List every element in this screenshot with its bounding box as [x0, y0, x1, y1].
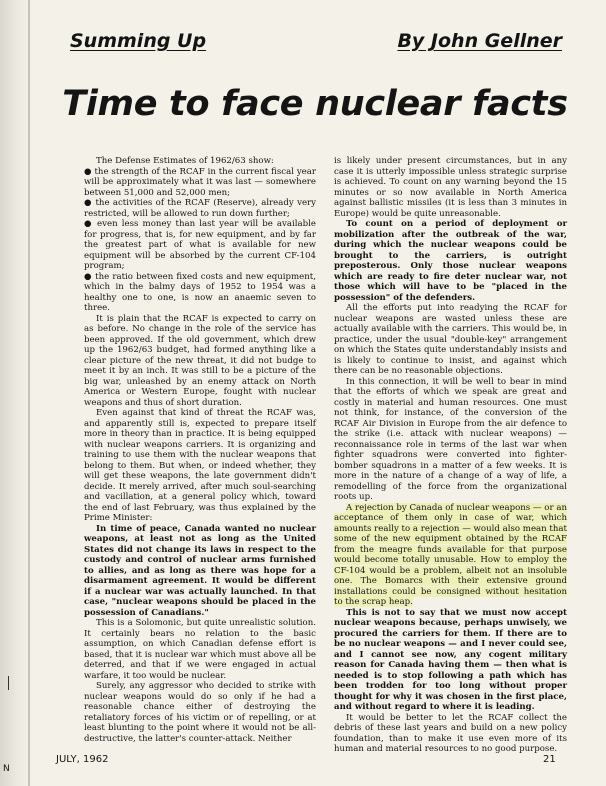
- section-label: Summing Up: [70, 30, 207, 52]
- paragraph-bold: In time of peace, Canada wanted no nuclear weapons, at least not as long as the United States did not change its laws in respect to the custody and control of nuclear arms furnished to allies, and as long as there was hope for a disarmament agreement. It would be different if a nuclear war was actually launched. In that case, "nuclear weapons should be placed in the possession of Canadians.": [84, 523, 316, 618]
- right-column: [334, 156, 567, 755]
- page-number: 21: [543, 754, 556, 765]
- paragraph-bold: This is not to say that we must now accept nuclear weapons because, perhaps unwisely, we procured the carriers for them. If there are to be no nuclear weapons — and I never could see, and I cannot see now, any cogent military reason for Canada having them — then what is needed is to stop following a path which has been trodden for too long without proper thought for why it was chosen in the first place, and without regard to where it is leading.: [334, 607, 567, 712]
- paragraph: This is a Solomonic, but quite unrealistic solution. It certainly bears no relation to the basic assumption, on which Canadian defense effort is based, that it is nuclear war which must above all be deterred, and that if we were engaged in actual warfare, it too would be nuclear.: [84, 618, 316, 681]
- paragraph: It is plain that the RCAF is expected to carry on as before. No change in the role of the service has been approved. If the old government, which drew up the 1962/63 budget, had formed anything like a clear picture of the new threat, it did not budge to meet it by an inch. It was still to be a picture of the big war, unleashed by an enemy attack on North America or Western Europe, fought with nuclear weapons and thus of short duration.: [84, 313, 316, 408]
- bullet-item: ● the strength of the RCAF in the current fiscal year will be approximately what it was last — somewhere between 51,000 and 52,000 men;: [84, 166, 316, 198]
- binding-edge: [28, 0, 30, 786]
- binding-shadow: [0, 0, 30, 786]
- left-column: [84, 156, 316, 744]
- highlighted-text: A rejection by Canada of nuclear weapons — or an acceptance of them only in case of war, which amounts really to a rejection — would also mean that some of the new equipment obtained by the RCAF from the meagre funds available for that purpose would become totally unusable. How to employ the CF-104 would be a problem, albeit not an insoluble one. The Bomarcs with their extensive ground installations could be consigned without hesitation to the scrap heap.: [334, 502, 567, 607]
- byline: By John Gellner: [397, 30, 562, 52]
- bullet-item: ● the ratio between fixed costs and new equipment, which in the balmy days of 1952 to 1954 was a healthy one to one, is now an anaemic seven to three.: [84, 271, 316, 313]
- paragraph: It would be better to let the RCAF collect the debris of these last years and build on a new policy foundation, than to make it use even more of its human and material resources to no good purpose.: [334, 712, 567, 754]
- bullet-item: ● the activities of the RCAF (Reserve), already very restricted, will be allowed to run down further;: [84, 198, 316, 219]
- paragraph-highlighted: [334, 503, 567, 608]
- paragraph-bold: To count on a period of deployment or mobilization after the outbreak of the war, during which the nuclear weapons could be brought to the carriers, is outright preposterous. Only those nuclear weapons which are ready to fire deter nuclear war, not those which will have to be "placed in the possession" of the defenders.: [334, 219, 567, 303]
- paragraph: is likely under present circumstances, but in any case it is utterly impossible unless strategic surprise is achieved. To count on any warning beyond the 15 minutes or so now available in North America against ballistic missiles (it is less than 3 minutes in Europe) would be quite unreasonable.: [334, 156, 567, 219]
- bullet-item: ● even less money than last year will be available for progress, that is, for new equipment, and by far the greatest part of what is available for new equipment will be absorbed by the current CF-104 program;: [84, 219, 316, 271]
- margin-mark-line: [8, 676, 9, 690]
- margin-letter: N: [3, 764, 10, 774]
- paragraph: Even against that kind of threat the RCAF was, and apparently still is, expected to prepare itself more in theory than in practice. It is being equipped with nuclear weapons carriers. It is organizing and training to use them with the nuclear weapons that belong to them. But when, or indeed whether, they will get these weapons, the late government didn't decide. It merely arrived, after much soul-searching and vacillation, at a general policy which, toward the end of last February, was thus explained by the Prime Minister:: [84, 408, 316, 523]
- paragraph: Surely, any aggressor who decided to strike with nuclear weapons would do so only if he had a reasonable chance either of destroying the retaliatory forces of his victim or of repelling, or at least blunting to the point where it would not be all-destructive, the latter's counter-attack. Neither: [84, 681, 316, 744]
- paragraph: All the efforts put into readying the RCAF for nuclear weapons are wasted unless these are actually available with the carriers. This would be, in practice, under the usual "double-key" arrangement on which the States quite understandably insists and is likely to continue to insist, and against which there can be no reasonable objections.: [334, 303, 567, 376]
- paragraph: In this connection, it will be well to bear in mind that the efforts of which we speak are great and costly in material and human resources. One must not think, for instance, of the conversion of the RCAF Air Division in Europe from the air defence to the strike (i.e. attack with nuclear weapons) — reconnaissance role in terms of the last war when fighter squadrons were converted into fighter-bomber squadrons in a matter of a few weeks. It is more in the nature of a change of a way of life, a remodelling of the force from the organizational roots up.: [334, 376, 567, 502]
- article-title: Time to face nuclear facts: [62, 84, 568, 124]
- paragraph: The Defense Estimates of 1962/63 show:: [96, 156, 274, 166]
- issue-date: JULY, 1962: [56, 754, 109, 765]
